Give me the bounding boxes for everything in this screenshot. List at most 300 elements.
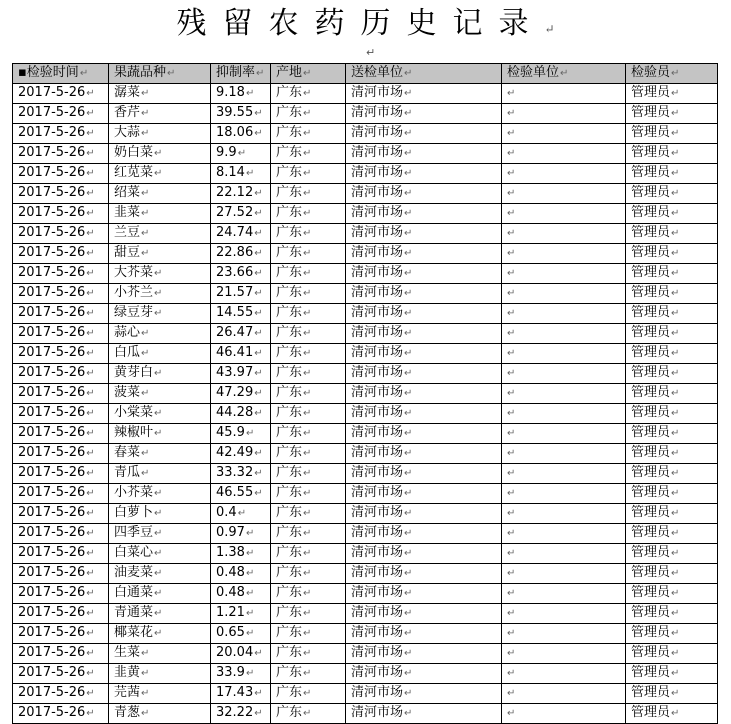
cell-end-mark-icon: ↵: [303, 268, 312, 279]
cell-origin: 广东↵: [271, 124, 346, 144]
cell-end-mark-icon: ↵: [303, 528, 312, 539]
cell-end-mark-icon: ↵: [671, 268, 680, 279]
cell-inhibition-rate: 1.38↵: [211, 544, 271, 564]
cell-end-mark-icon: ↵: [404, 568, 413, 579]
table-row: [13, 84, 718, 104]
cell-end-mark-icon: ↵: [254, 108, 263, 119]
cell-produce-variety: 春菜↵: [109, 444, 211, 464]
cell-end-mark-icon: ↵: [507, 548, 516, 559]
cell-inspection-date: 2017-5-26↵: [13, 204, 109, 224]
cell-inhibition-rate: 9.9↵: [211, 144, 271, 164]
cell-submitting-unit: 清河市场↵: [346, 524, 502, 544]
cell-inspector: 管理员↵: [626, 584, 718, 604]
cell-end-mark-icon: ↵: [79, 68, 89, 79]
paragraph-mark-icon: ↵: [366, 46, 376, 59]
cell-end-mark-icon: ↵: [141, 668, 150, 679]
cell-end-mark-icon: ↵: [404, 328, 413, 339]
cell-produce-variety: 小芥兰↵: [109, 284, 211, 304]
cell-testing-unit: [502, 184, 626, 204]
cell-inspection-date: 2017-5-26↵: [13, 684, 109, 704]
cell-end-mark-icon: ↵: [404, 508, 413, 519]
cell-testing-unit: [502, 524, 626, 544]
cell-end-mark-icon: ↵: [245, 628, 255, 639]
paragraph-mark-icon: ↵: [544, 22, 555, 36]
cell-origin: 广东↵: [271, 84, 346, 104]
table-row: [13, 224, 718, 244]
cell-origin: 广东↵: [271, 104, 346, 124]
cell-submitting-unit: 清河市场↵: [346, 104, 502, 124]
cell-inspector: 管理员↵: [626, 184, 718, 204]
cell-testing-unit: [502, 104, 626, 124]
cell-end-mark-icon: ↵: [254, 468, 263, 479]
cell-end-mark-icon: ↵: [86, 468, 95, 479]
cell-end-mark-icon: ↵: [245, 588, 255, 599]
cell-end-mark-icon: ↵: [86, 88, 95, 99]
cell-produce-variety: 白通菜↵: [109, 584, 211, 604]
cell-end-mark-icon: ↵: [154, 508, 163, 519]
cell-end-mark-icon: ↵: [86, 388, 95, 399]
cell-testing-unit: [502, 624, 626, 644]
cell-submitting-unit: 清河市场↵: [346, 684, 502, 704]
cell-inspection-date: 2017-5-26↵: [13, 604, 109, 624]
cell-inhibition-rate: 23.66↵: [211, 264, 271, 284]
table-row: [13, 164, 718, 184]
cell-end-mark-icon: ↵: [404, 268, 413, 279]
cell-inspection-date: 2017-5-26↵: [13, 464, 109, 484]
cell-produce-variety: 韭黄↵: [109, 664, 211, 684]
cell-inspection-date: 2017-5-26↵: [13, 544, 109, 564]
cell-end-mark-icon: ↵: [303, 328, 312, 339]
cell-end-mark-icon: ↵: [303, 348, 312, 359]
title-text: 残留农药历史记录: [176, 6, 545, 41]
cell-end-mark-icon: ↵: [303, 408, 312, 419]
cell-end-mark-icon: ↵: [86, 348, 95, 359]
cell-end-mark-icon: ↵: [141, 388, 150, 399]
cell-inspection-date: 2017-5-26↵: [13, 624, 109, 644]
cell-end-mark-icon: ↵: [507, 168, 516, 179]
cell-end-mark-icon: ↵: [671, 708, 680, 719]
cell-end-mark-icon: ↵: [86, 708, 95, 719]
cell-submitting-unit: 清河市场↵: [346, 144, 502, 164]
cell-origin: 广东↵: [271, 704, 346, 724]
cell-submitting-unit: 清河市场↵: [346, 424, 502, 444]
cell-inspector: 管理员↵: [626, 244, 718, 264]
cell-inspection-date: 2017-5-26↵: [13, 564, 109, 584]
cell-end-mark-icon: ↵: [303, 428, 312, 439]
cell-inspector: 管理员↵: [626, 664, 718, 684]
cell-inspector: 管理员↵: [626, 544, 718, 564]
cell-origin: 广东↵: [271, 584, 346, 604]
cell-origin: 广东↵: [271, 264, 346, 284]
cell-end-mark-icon: ↵: [86, 268, 95, 279]
cell-end-mark-icon: ↵: [303, 108, 312, 119]
cell-end-mark-icon: ↵: [671, 328, 680, 339]
cell-submitting-unit: 清河市场↵: [346, 224, 502, 244]
cell-inspector: 管理员↵: [626, 84, 718, 104]
cell-end-mark-icon: ↵: [404, 528, 413, 539]
cell-end-mark-icon: ↵: [671, 688, 680, 699]
cell-produce-variety: 香芹↵: [109, 104, 211, 124]
cell-inspection-date: 2017-5-26↵: [13, 584, 109, 604]
cell-inspection-date: 2017-5-26↵: [13, 144, 109, 164]
cell-end-mark-icon: ↵: [254, 648, 263, 659]
cell-end-mark-icon: ↵: [141, 88, 150, 99]
cell-end-mark-icon: ↵: [237, 508, 247, 519]
cell-inspection-date: 2017-5-26↵: [13, 104, 109, 124]
table-row: [13, 444, 718, 464]
cell-submitting-unit: 清河市场↵: [346, 204, 502, 224]
cell-testing-unit: [502, 484, 626, 504]
cell-end-mark-icon: ↵: [254, 308, 263, 319]
table-row: [13, 524, 718, 544]
cell-inhibition-rate: 14.55↵: [211, 304, 271, 324]
cell-end-mark-icon: ↵: [671, 508, 680, 519]
cell-produce-variety: 蒜心↵: [109, 324, 211, 344]
cell-inhibition-rate: 26.47↵: [211, 324, 271, 344]
cell-end-mark-icon: ↵: [254, 708, 263, 719]
cell-produce-variety: 辣椒叶↵: [109, 424, 211, 444]
cell-end-mark-icon: ↵: [507, 648, 516, 659]
cell-produce-variety: 青瓜↵: [109, 464, 211, 484]
pesticide-record-table: [12, 63, 718, 724]
cell-inhibition-rate: 17.43↵: [211, 684, 271, 704]
cell-end-mark-icon: ↵: [86, 428, 95, 439]
cell-end-mark-icon: ↵: [404, 128, 413, 139]
cell-end-mark-icon: ↵: [86, 188, 95, 199]
cell-end-mark-icon: ↵: [671, 468, 680, 479]
cell-produce-variety: 小芥菜↵: [109, 484, 211, 504]
cell-end-mark-icon: ↵: [245, 548, 255, 559]
cell-end-mark-icon: ↵: [404, 348, 413, 359]
cell-end-mark-icon: ↵: [86, 168, 95, 179]
cell-testing-unit: [502, 644, 626, 664]
column-header-testing-unit: 检验单位↵: [502, 64, 626, 84]
cell-end-mark-icon: ↵: [86, 288, 95, 299]
cell-end-mark-icon: ↵: [154, 528, 163, 539]
cell-inhibition-rate: 45.9↵: [211, 424, 271, 444]
cell-end-mark-icon: ↵: [507, 668, 516, 679]
cell-end-mark-icon: ↵: [154, 548, 163, 559]
cell-produce-variety: 青葱↵: [109, 704, 211, 724]
cell-end-mark-icon: ↵: [303, 448, 312, 459]
cell-end-mark-icon: ↵: [86, 608, 95, 619]
table-row: [13, 544, 718, 564]
cell-end-mark-icon: ↵: [154, 488, 163, 499]
cell-inspection-date: 2017-5-26↵: [13, 444, 109, 464]
cell-inspector: 管理员↵: [626, 644, 718, 664]
cell-end-mark-icon: ↵: [404, 448, 413, 459]
cell-submitting-unit: 清河市场↵: [346, 584, 502, 604]
cell-end-mark-icon: ↵: [245, 568, 255, 579]
cell-testing-unit: [502, 164, 626, 184]
cell-inspector: 管理员↵: [626, 204, 718, 224]
cell-end-mark-icon: ↵: [86, 208, 95, 219]
cell-end-mark-icon: ↵: [404, 628, 413, 639]
cell-end-mark-icon: ↵: [671, 228, 680, 239]
cell-submitting-unit: 清河市场↵: [346, 404, 502, 424]
cell-origin: 广东↵: [271, 504, 346, 524]
cell-submitting-unit: 清河市场↵: [346, 704, 502, 724]
cell-submitting-unit: 清河市场↵: [346, 244, 502, 264]
cell-testing-unit: [502, 364, 626, 384]
cell-inspector: 管理员↵: [626, 344, 718, 364]
cell-origin: 广东↵: [271, 404, 346, 424]
cell-origin: 广东↵: [271, 164, 346, 184]
cell-end-mark-icon: ↵: [154, 428, 163, 439]
cell-end-mark-icon: ↵: [254, 188, 263, 199]
cell-end-mark-icon: ↵: [303, 148, 312, 159]
cell-inspection-date: 2017-5-26↵: [13, 324, 109, 344]
cell-end-mark-icon: ↵: [303, 588, 312, 599]
cell-inspection-date: 2017-5-26↵: [13, 124, 109, 144]
cell-end-mark-icon: ↵: [303, 708, 312, 719]
cell-origin: 广东↵: [271, 364, 346, 384]
cell-end-mark-icon: ↵: [254, 248, 263, 259]
cell-inspection-date: 2017-5-26↵: [13, 404, 109, 424]
cell-end-mark-icon: ↵: [507, 508, 516, 519]
cell-end-mark-icon: ↵: [404, 88, 413, 99]
cell-end-mark-icon: ↵: [507, 148, 516, 159]
cell-produce-variety: 白瓜↵: [109, 344, 211, 364]
cell-testing-unit: [502, 204, 626, 224]
cell-origin: 广东↵: [271, 544, 346, 564]
cell-end-mark-icon: ↵: [671, 608, 680, 619]
cell-end-mark-icon: ↵: [507, 528, 516, 539]
cell-end-mark-icon: ↵: [254, 688, 263, 699]
cell-end-mark-icon: ↵: [86, 688, 95, 699]
cell-end-mark-icon: ↵: [141, 688, 150, 699]
cell-end-mark-icon: ↵: [671, 668, 680, 679]
cell-end-mark-icon: ↵: [507, 428, 516, 439]
cell-inhibition-rate: 0.97↵: [211, 524, 271, 544]
cell-end-mark-icon: ↵: [141, 468, 150, 479]
cell-end-mark-icon: ↵: [507, 608, 516, 619]
cell-submitting-unit: 清河市场↵: [346, 344, 502, 364]
cell-end-mark-icon: ↵: [86, 108, 95, 119]
cell-end-mark-icon: ↵: [303, 288, 312, 299]
cell-end-mark-icon: ↵: [303, 488, 312, 499]
cell-end-mark-icon: ↵: [141, 128, 150, 139]
cell-inspection-date: 2017-5-26↵: [13, 244, 109, 264]
cell-testing-unit: [502, 224, 626, 244]
cell-end-mark-icon: ↵: [507, 388, 516, 399]
cell-inspection-date: 2017-5-26↵: [13, 184, 109, 204]
cell-inspector: 管理员↵: [626, 364, 718, 384]
cell-inhibition-rate: 22.12↵: [211, 184, 271, 204]
cell-end-mark-icon: ↵: [86, 508, 95, 519]
cell-end-mark-icon: ↵: [303, 208, 312, 219]
cell-end-mark-icon: ↵: [256, 68, 265, 79]
table-row: [13, 484, 718, 504]
cell-testing-unit: [502, 384, 626, 404]
table-row: [13, 704, 718, 724]
cell-produce-variety: 黄芽白↵: [109, 364, 211, 384]
cell-end-mark-icon: ↵: [507, 628, 516, 639]
cell-end-mark-icon: ↵: [671, 528, 680, 539]
cell-end-mark-icon: ↵: [404, 648, 413, 659]
cell-end-mark-icon: ↵: [507, 468, 516, 479]
cell-end-mark-icon: ↵: [671, 88, 680, 99]
cell-inspection-date: 2017-5-26↵: [13, 484, 109, 504]
cell-end-mark-icon: ↵: [86, 328, 95, 339]
cell-end-mark-icon: ↵: [507, 248, 516, 259]
cell-end-mark-icon: ↵: [254, 228, 263, 239]
cell-end-mark-icon: ↵: [303, 308, 312, 319]
cell-testing-unit: [502, 404, 626, 424]
cell-end-mark-icon: ↵: [303, 248, 312, 259]
table-row: [13, 584, 718, 604]
cell-end-mark-icon: ↵: [237, 148, 247, 159]
cell-end-mark-icon: ↵: [507, 228, 516, 239]
cell-submitting-unit: 清河市场↵: [346, 324, 502, 344]
column-header-inspector: 检验员↵: [626, 64, 718, 84]
cell-origin: 广东↵: [271, 324, 346, 344]
cell-end-mark-icon: ↵: [404, 208, 413, 219]
cell-submitting-unit: 清河市场↵: [346, 284, 502, 304]
cell-submitting-unit: 清河市场↵: [346, 624, 502, 644]
table-row: [13, 364, 718, 384]
cell-end-mark-icon: ↵: [404, 588, 413, 599]
cell-end-mark-icon: ↵: [671, 428, 680, 439]
cell-end-mark-icon: ↵: [303, 468, 312, 479]
cell-end-mark-icon: ↵: [404, 408, 413, 419]
cell-end-mark-icon: ↵: [507, 88, 516, 99]
cell-end-mark-icon: ↵: [141, 348, 150, 359]
cell-end-mark-icon: ↵: [86, 668, 95, 679]
cell-end-mark-icon: ↵: [303, 548, 312, 559]
cell-end-mark-icon: ↵: [404, 708, 413, 719]
cell-end-mark-icon: ↵: [303, 88, 312, 99]
record-table-container: [12, 63, 717, 720]
cell-end-mark-icon: ↵: [254, 388, 263, 399]
cell-end-mark-icon: ↵: [303, 688, 312, 699]
cell-testing-unit: [502, 264, 626, 284]
cell-inspection-date: 2017-5-26↵: [13, 644, 109, 664]
cell-end-mark-icon: ↵: [404, 608, 413, 619]
cell-inspection-date: 2017-5-26↵: [13, 84, 109, 104]
table-row: [13, 264, 718, 284]
cell-inspector: 管理员↵: [626, 524, 718, 544]
table-row: [13, 404, 718, 424]
cell-end-mark-icon: ↵: [154, 408, 163, 419]
cell-end-mark-icon: ↵: [404, 688, 413, 699]
cell-end-mark-icon: ↵: [154, 308, 163, 319]
table-row: [13, 184, 718, 204]
cell-end-mark-icon: ↵: [404, 548, 413, 559]
cell-end-mark-icon: ↵: [86, 488, 95, 499]
cell-produce-variety: 油麦菜↵: [109, 564, 211, 584]
cell-inspection-date: 2017-5-26↵: [13, 284, 109, 304]
cell-testing-unit: [502, 464, 626, 484]
cell-end-mark-icon: ↵: [507, 308, 516, 319]
cell-inhibition-rate: 0.48↵: [211, 584, 271, 604]
table-row: [13, 644, 718, 664]
cell-submitting-unit: 清河市场↵: [346, 504, 502, 524]
column-header-submitting-unit: 送检单位↵: [346, 64, 502, 84]
cell-end-mark-icon: ↵: [154, 628, 163, 639]
cell-inspection-date: 2017-5-26↵: [13, 264, 109, 284]
cell-end-mark-icon: ↵: [671, 288, 680, 299]
cell-produce-variety: 白菜心↵: [109, 544, 211, 564]
cell-inspector: 管理员↵: [626, 124, 718, 144]
cell-end-mark-icon: ↵: [86, 248, 95, 259]
cell-end-mark-icon: ↵: [141, 448, 150, 459]
cell-inspector: 管理员↵: [626, 224, 718, 244]
cell-submitting-unit: 清河市场↵: [346, 124, 502, 144]
cell-end-mark-icon: ↵: [303, 608, 312, 619]
cell-inspector: 管理员↵: [626, 384, 718, 404]
cell-end-mark-icon: ↵: [303, 368, 312, 379]
cell-end-mark-icon: ↵: [167, 68, 176, 79]
table-body: [13, 84, 718, 724]
cell-testing-unit: [502, 344, 626, 364]
cell-inhibition-rate: 0.4↵: [211, 504, 271, 524]
cell-end-mark-icon: ↵: [141, 248, 150, 259]
cell-end-mark-icon: ↵: [671, 648, 680, 659]
cell-end-mark-icon: ↵: [154, 588, 163, 599]
cell-inspector: 管理员↵: [626, 264, 718, 284]
cell-origin: 广东↵: [271, 464, 346, 484]
cell-end-mark-icon: ↵: [154, 168, 163, 179]
table-row: [13, 104, 718, 124]
cell-end-mark-icon: ↵: [507, 128, 516, 139]
cell-inhibition-rate: 22.86↵: [211, 244, 271, 264]
cell-end-mark-icon: ↵: [507, 208, 516, 219]
cell-end-mark-icon: ↵: [86, 448, 95, 459]
cell-submitting-unit: 清河市场↵: [346, 604, 502, 624]
cell-inspection-date: 2017-5-26↵: [13, 524, 109, 544]
cell-testing-unit: [502, 684, 626, 704]
cell-testing-unit: [502, 444, 626, 464]
cell-origin: 广东↵: [271, 664, 346, 684]
cell-end-mark-icon: ↵: [671, 308, 680, 319]
cell-end-mark-icon: ↵: [671, 188, 680, 199]
cell-end-mark-icon: ↵: [404, 668, 413, 679]
cell-end-mark-icon: ↵: [671, 248, 680, 259]
cell-produce-variety: 小棠菜↵: [109, 404, 211, 424]
cell-testing-unit: [502, 324, 626, 344]
cell-end-mark-icon: ↵: [86, 528, 95, 539]
table-header-row: [13, 64, 718, 84]
table-row: [13, 244, 718, 264]
cell-end-mark-icon: ↵: [86, 548, 95, 559]
cell-end-mark-icon: ↵: [303, 128, 312, 139]
cell-produce-variety: 白萝卜↵: [109, 504, 211, 524]
cell-end-mark-icon: ↵: [671, 208, 680, 219]
cell-end-mark-icon: ↵: [404, 388, 413, 399]
table-row: [13, 664, 718, 684]
cell-end-mark-icon: ↵: [671, 128, 680, 139]
cell-inhibition-rate: 46.55↵: [211, 484, 271, 504]
cell-end-mark-icon: ↵: [141, 228, 150, 239]
cell-submitting-unit: 清河市场↵: [346, 664, 502, 684]
cell-inhibition-rate: 0.48↵: [211, 564, 271, 584]
cell-end-mark-icon: ↵: [404, 108, 413, 119]
cell-inspector: 管理员↵: [626, 424, 718, 444]
cell-testing-unit: [502, 664, 626, 684]
cell-end-mark-icon: ↵: [141, 108, 150, 119]
cell-end-mark-icon: ↵: [404, 288, 413, 299]
cell-submitting-unit: 清河市场↵: [346, 84, 502, 104]
cell-end-mark-icon: ↵: [404, 168, 413, 179]
cell-submitting-unit: 清河市场↵: [346, 264, 502, 284]
cell-testing-unit: [502, 124, 626, 144]
cell-inspector: 管理员↵: [626, 504, 718, 524]
cell-submitting-unit: 清河市场↵: [346, 304, 502, 324]
cell-end-mark-icon: ↵: [560, 68, 569, 79]
cell-submitting-unit: 清河市场↵: [346, 544, 502, 564]
cell-inspection-date: 2017-5-26↵: [13, 224, 109, 244]
